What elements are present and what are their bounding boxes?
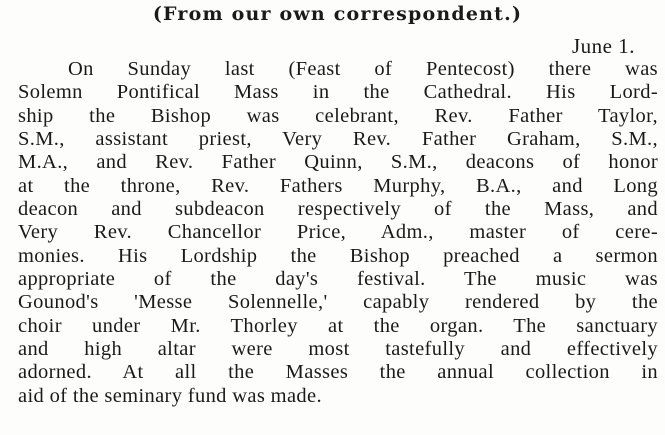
article-line: S.M., assistant priest, Very Rev. Father Graham, S.M.,	[18, 128, 658, 151]
article-body	[18, 58, 658, 408]
article-line: ship the Bishop was celebrant, Rev. Father Taylor,	[18, 104, 658, 127]
article-line: Solemn Pontifical Mass in the Cathedral. His Lord-	[18, 81, 658, 104]
article-line: On Sunday last (Feast of Pentecost) there was	[68, 58, 658, 80]
article-header: (From our own correspondent.)	[152, 3, 523, 25]
article-line: deacon and subdeacon respectively of the Mass, and	[18, 198, 658, 221]
article-line: adorned. At all the Masses the annual collection in	[18, 361, 658, 384]
article-line: monies. His Lordship the Bishop preached a sermon	[18, 244, 658, 267]
article-line: at the throne, Rev. Fathers Murphy, B.A., and Long	[18, 174, 658, 197]
article-line: Very Rev. Chancellor Price, Adm., master of cere-	[18, 221, 658, 244]
article-line: and high altar were most tastefully and effectively	[18, 338, 658, 361]
article-line: appropriate of the day's festival. The music was	[18, 268, 658, 291]
article-line: M.A., and Rev. Father Quinn, S.M., deacons of honor	[18, 151, 658, 174]
article-line: aid of the seminary fund was made.	[18, 384, 322, 407]
article-line: choir under Mr. Thorley at the organ. The sanctuary	[18, 314, 658, 337]
article-line: Gounod's 'Messe Solennelle,' capably rendered by the	[18, 291, 658, 314]
article-dateline: June 1.	[572, 34, 635, 58]
